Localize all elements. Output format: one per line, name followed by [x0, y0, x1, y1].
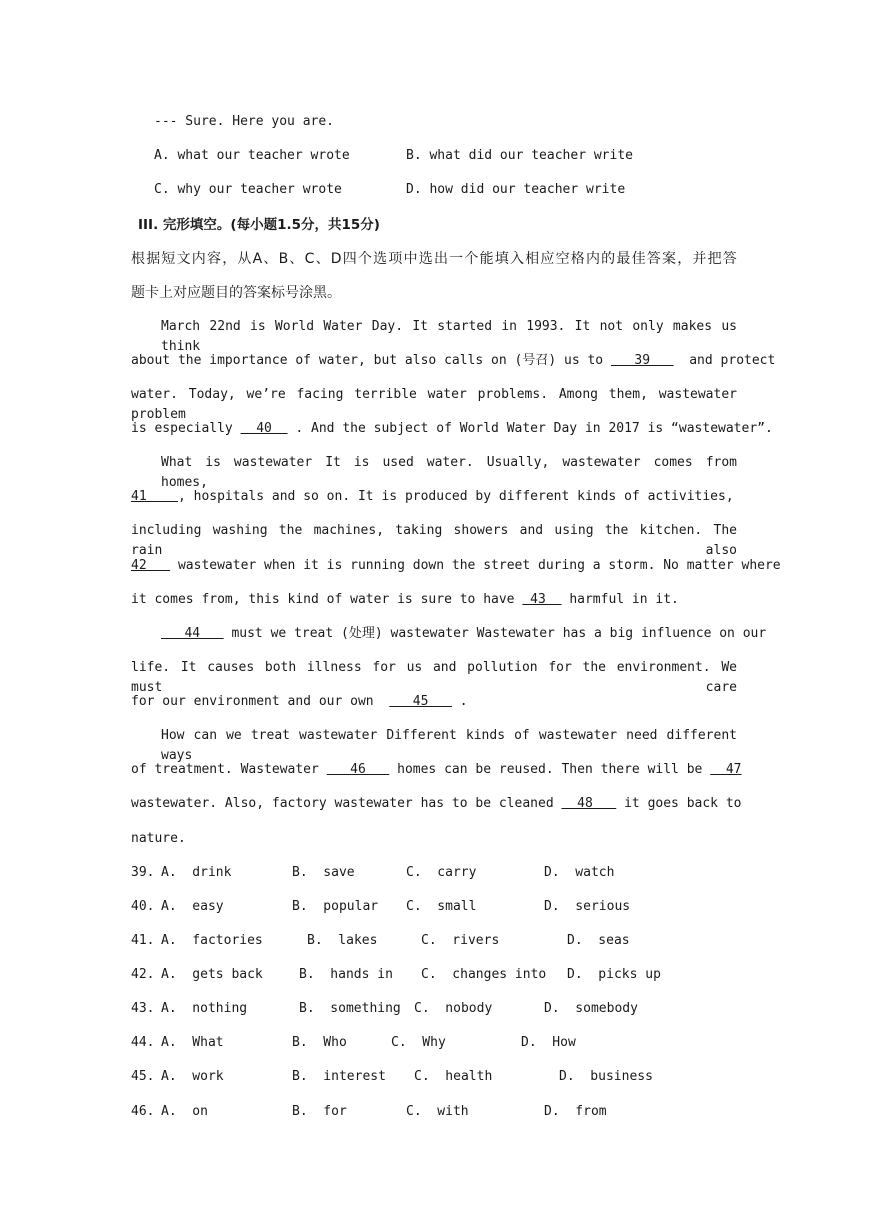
option-c: C. Why [391, 1035, 446, 1050]
passage-line [131, 794, 742, 814]
option-a: A. nothing [161, 1001, 248, 1016]
option-c: C. health [414, 1069, 493, 1084]
question-number: 45. [131, 1069, 155, 1084]
section-instruction-line-1: 根据短文内容，从A、B、C、D四个选项中选出一个能填入相应空格内的最佳答案，并把答 [131, 251, 737, 267]
passage-text: and protect [689, 353, 776, 368]
option-b: B. popular [292, 899, 379, 914]
question-number: 41. [131, 933, 155, 948]
passage-text: it comes from, this kind of water is sure to have [131, 592, 515, 607]
option-a: A. on [161, 1104, 208, 1119]
question-number: 42. [131, 967, 155, 982]
option-letter: B. [406, 148, 422, 163]
question-number: 46. [131, 1104, 155, 1119]
option-a [154, 146, 350, 166]
option-d: D. somebody [544, 1001, 638, 1016]
option-b [406, 146, 633, 166]
passage-line [131, 419, 773, 439]
passage-line: life. It causes both illness for us and pollution for the environment. We must care [131, 660, 737, 695]
blank-47: 47 [710, 762, 742, 777]
dialog-line: --- Sure. Here you are. [154, 114, 335, 129]
option-letter: A. [154, 148, 170, 163]
option-text: how did our teacher write [429, 182, 626, 197]
passage-text: . [459, 694, 468, 709]
question-number: 43. [131, 1001, 155, 1016]
blank-41: 41 [131, 489, 178, 504]
blank-46: 46 [326, 762, 390, 777]
blank-45: 45 [389, 694, 452, 709]
option-b: B. interest [292, 1069, 386, 1084]
option-d: D. How [521, 1035, 576, 1050]
passage-text: must we treat (处理) wastewater Wastewater has a big influence on our [231, 626, 767, 641]
option-c [154, 180, 342, 200]
blank-42: 42 [131, 558, 171, 573]
option-b: B. something [299, 1001, 401, 1016]
section-heading: III. 完形填空。(每小题1.5分，共15分) [138, 217, 380, 233]
option-text: why our teacher wrote [177, 182, 342, 197]
option-letter: C. [154, 182, 170, 197]
option-a: A. drink [161, 865, 232, 880]
passage-text: is especially [131, 421, 233, 436]
passage-line [131, 590, 679, 610]
option-c: C. changes into [421, 967, 547, 982]
passage-line [131, 556, 781, 576]
option-d: D. watch [544, 865, 615, 880]
passage-text: . And the subject of World Water Day in 2017 is “wastewater”. [295, 421, 773, 436]
passage-line: nature. [131, 831, 186, 846]
option-b: B. hands in [299, 967, 393, 982]
option-a: A. factories [161, 933, 263, 948]
blank-43: 43 [522, 592, 562, 607]
section-instruction-line-2: 题卡上对应题目的答案标号涂黑。 [131, 285, 341, 301]
passage-text: homes can be reused. Then there will be [397, 762, 703, 777]
question-number: 40. [131, 899, 155, 914]
option-d: D. business [559, 1069, 653, 1084]
passage-line: water. Today, we’re facing terrible water problems. Among them, wastewater problem [131, 387, 737, 422]
option-d: D. seas [567, 933, 630, 948]
blank-39: 39 [610, 353, 674, 368]
passage-text: it goes back to [624, 796, 742, 811]
option-d [406, 180, 625, 200]
option-c: C. small [406, 899, 477, 914]
option-text: what did our teacher write [429, 148, 633, 163]
option-c: C. nobody [414, 1001, 493, 1016]
passage-line [131, 760, 742, 780]
option-c: C. with [406, 1104, 469, 1119]
option-b: B. for [292, 1104, 347, 1119]
passage-text: about the importance of water, but also calls on (号召) us to [131, 353, 604, 368]
option-b: B. lakes [307, 933, 378, 948]
passage-line: including washing the machines, taking showers and using the kitchen. The rain also [131, 523, 737, 558]
passage-text: wastewater when it is running down the street during a storm. No matter where [177, 558, 781, 573]
option-d: D. from [544, 1104, 607, 1119]
blank-40: 40 [240, 421, 288, 436]
passage-text: harmful in it. [569, 592, 679, 607]
passage-text: wastewater. Also, factory wastewater has to be cleaned [131, 796, 554, 811]
passage-text: , hospitals and so on. It is produced by different kinds of activities, [177, 489, 734, 504]
option-a: A. work [161, 1069, 224, 1084]
passage-line [131, 692, 468, 712]
passage-line [161, 624, 766, 644]
option-a: A. gets back [161, 967, 263, 982]
passage-line [131, 351, 775, 371]
blank-44: 44 [161, 626, 224, 641]
passage-text: for our environment and our own [131, 694, 374, 709]
option-a: A. What [161, 1035, 224, 1050]
passage-line: How can we treat wastewater Different kinds of wastewater need different ways [161, 728, 737, 763]
passage-line [131, 487, 734, 507]
question-number: 44. [131, 1035, 155, 1050]
question-number: 39. [131, 865, 155, 880]
blank-48: 48 [561, 796, 617, 811]
option-b: B. save [292, 865, 355, 880]
option-text: what our teacher wrote [177, 148, 350, 163]
passage-line: March 22nd is World Water Day. It started in 1993. It not only makes us think [161, 319, 737, 354]
option-c: C. carry [406, 865, 477, 880]
option-b: B. Who [292, 1035, 347, 1050]
option-d: D. picks up [567, 967, 661, 982]
option-letter: D. [406, 182, 422, 197]
option-d: D. serious [544, 899, 631, 914]
passage-line: What is wastewater It is used water. Usually, wastewater comes from homes, [161, 455, 737, 490]
option-a: A. easy [161, 899, 224, 914]
option-c: C. rivers [421, 933, 500, 948]
passage-text: of treatment. Wastewater [131, 762, 319, 777]
